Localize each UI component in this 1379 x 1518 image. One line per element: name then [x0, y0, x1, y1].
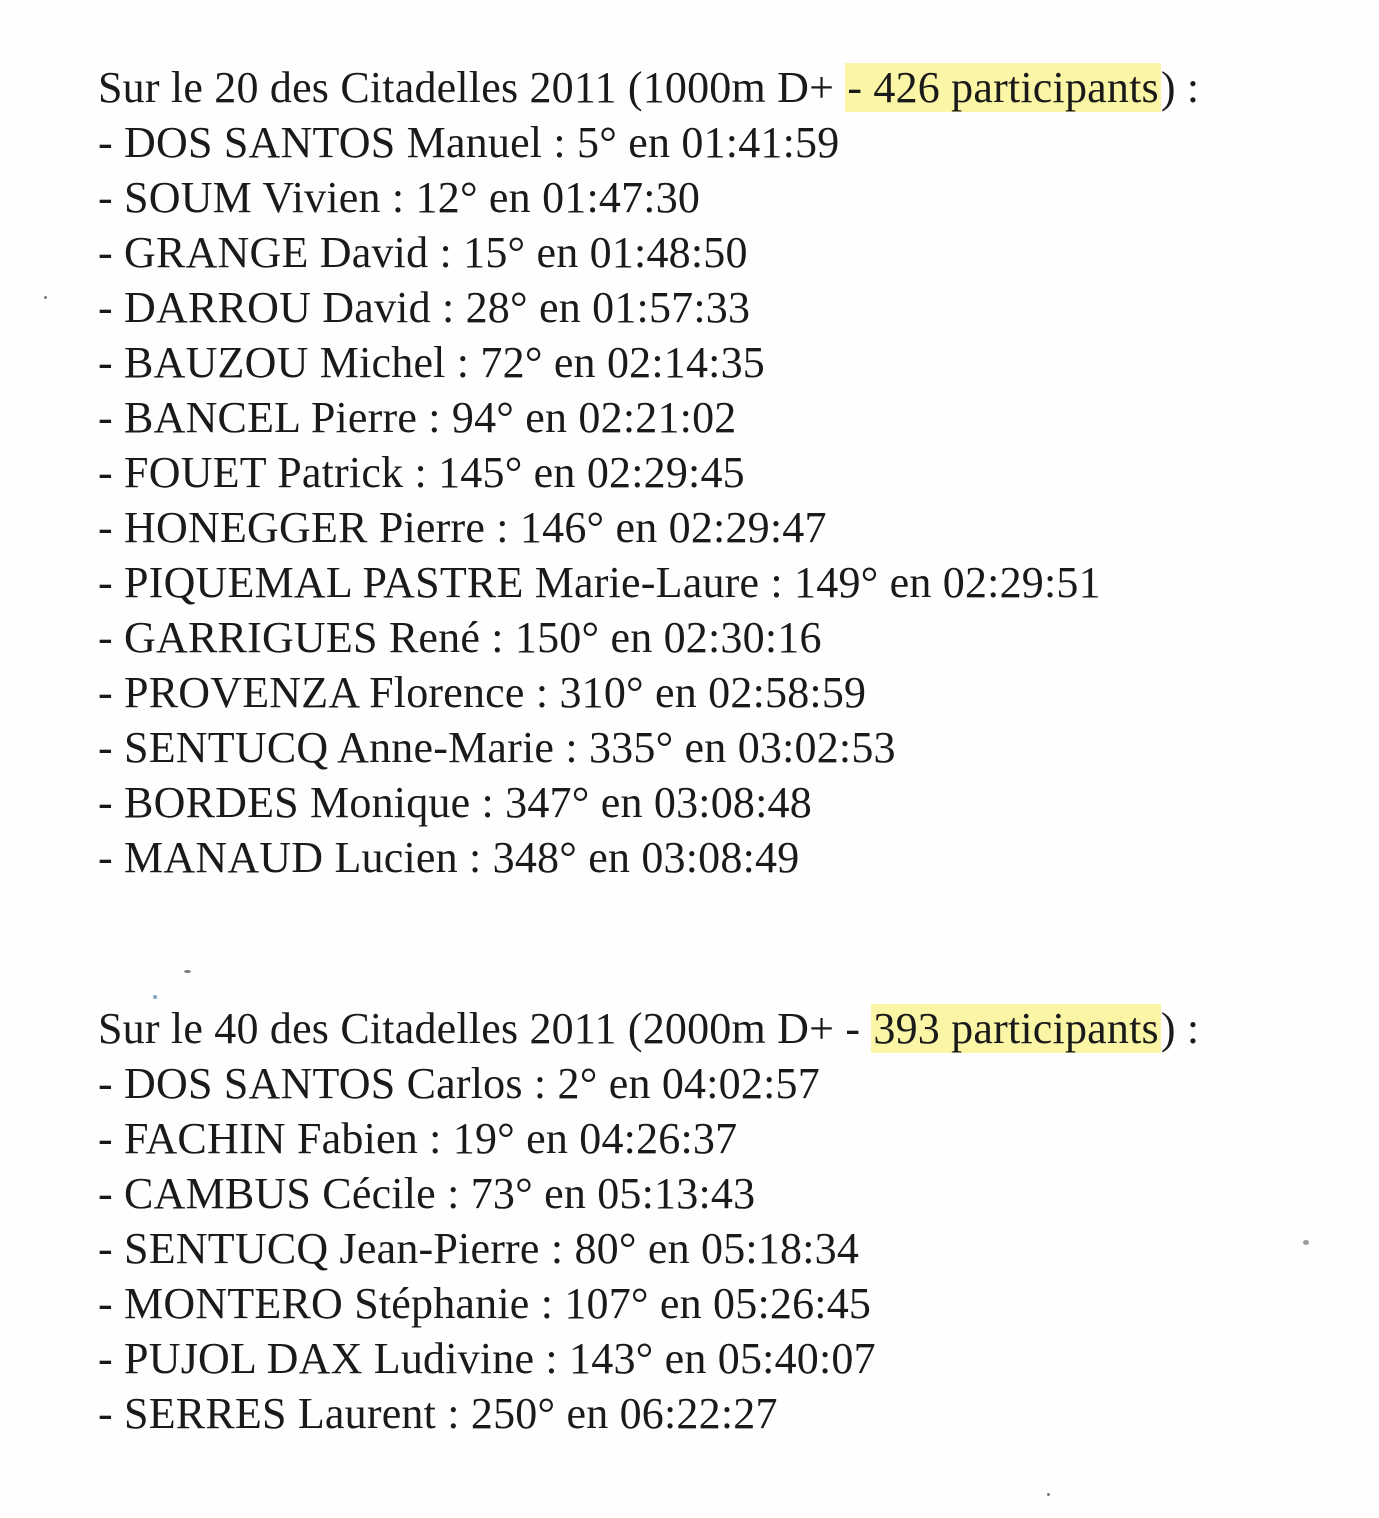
result-line: - SOUM Vivien : 12° en 01:47:30 — [98, 173, 701, 222]
result-line: - DOS SANTOS Manuel : 5° en 01:41:59 — [98, 118, 840, 167]
result-line: - CAMBUS Cécile : 73° en 05:13:43 — [98, 1169, 756, 1218]
scan-speck — [153, 995, 157, 999]
race-section-40km — [98, 1001, 1199, 1441]
result-line: - MONTERO Stéphanie : 107° en 05:26:45 — [98, 1279, 872, 1328]
result-line: - SERRES Laurent : 250° en 06:22:27 — [98, 1389, 778, 1438]
participants-highlight: - 426 participants — [847, 63, 1159, 112]
section-heading — [98, 60, 1199, 115]
section-heading — [98, 1001, 1199, 1056]
result-line: - FACHIN Fabien : 19° en 04:26:37 — [98, 1114, 738, 1163]
scan-speck — [184, 970, 191, 973]
result-line: - PROVENZA Florence : 310° en 02:58:59 — [98, 668, 867, 717]
result-line: - FOUET Patrick : 145° en 02:29:45 — [98, 448, 745, 497]
result-line: - BAUZOU Michel : 72° en 02:14:35 — [98, 338, 766, 387]
heading-prefix: Sur le 20 des Citadelles 2011 (1000m D+ — [98, 63, 846, 112]
participants-highlight: 393 participants — [873, 1004, 1159, 1053]
scan-speck — [44, 296, 47, 299]
result-line: - SENTUCQ Jean-Pierre : 80° en 05:18:34 — [98, 1224, 860, 1273]
result-line: - GRANGE David : 15° en 01:48:50 — [98, 228, 748, 277]
result-line: - GARRIGUES René : 150° en 02:30:16 — [98, 613, 822, 662]
result-line: - PIQUEMAL PASTRE Marie-Laure : 149° en 02:29:51 — [98, 558, 1101, 607]
result-line: - DOS SANTOS Carlos : 2° en 04:02:57 — [98, 1059, 820, 1108]
scan-speck — [1047, 1493, 1050, 1496]
result-line: - HONEGGER Pierre : 146° en 02:29:47 — [98, 503, 827, 552]
result-line: - BANCEL Pierre : 94° en 02:21:02 — [98, 393, 737, 442]
heading-suffix: ) : — [1160, 63, 1200, 112]
heading-suffix: ) : — [1160, 1004, 1200, 1053]
result-line: - DARROU David : 28° en 01:57:33 — [98, 283, 751, 332]
result-line: - BORDES Monique : 347° en 03:08:48 — [98, 778, 812, 827]
result-line: - SENTUCQ Anne-Marie : 335° en 03:02:53 — [98, 723, 896, 772]
result-line: - PUJOL DAX Ludivine : 143° en 05:40:07 — [98, 1334, 876, 1383]
result-line: - MANAUD Lucien : 348° en 03:08:49 — [98, 833, 800, 882]
heading-prefix: Sur le 40 des Citadelles 2011 (2000m D+ - — [98, 1004, 872, 1053]
race-section-20km — [98, 60, 1199, 885]
scan-speck — [1303, 1240, 1309, 1245]
